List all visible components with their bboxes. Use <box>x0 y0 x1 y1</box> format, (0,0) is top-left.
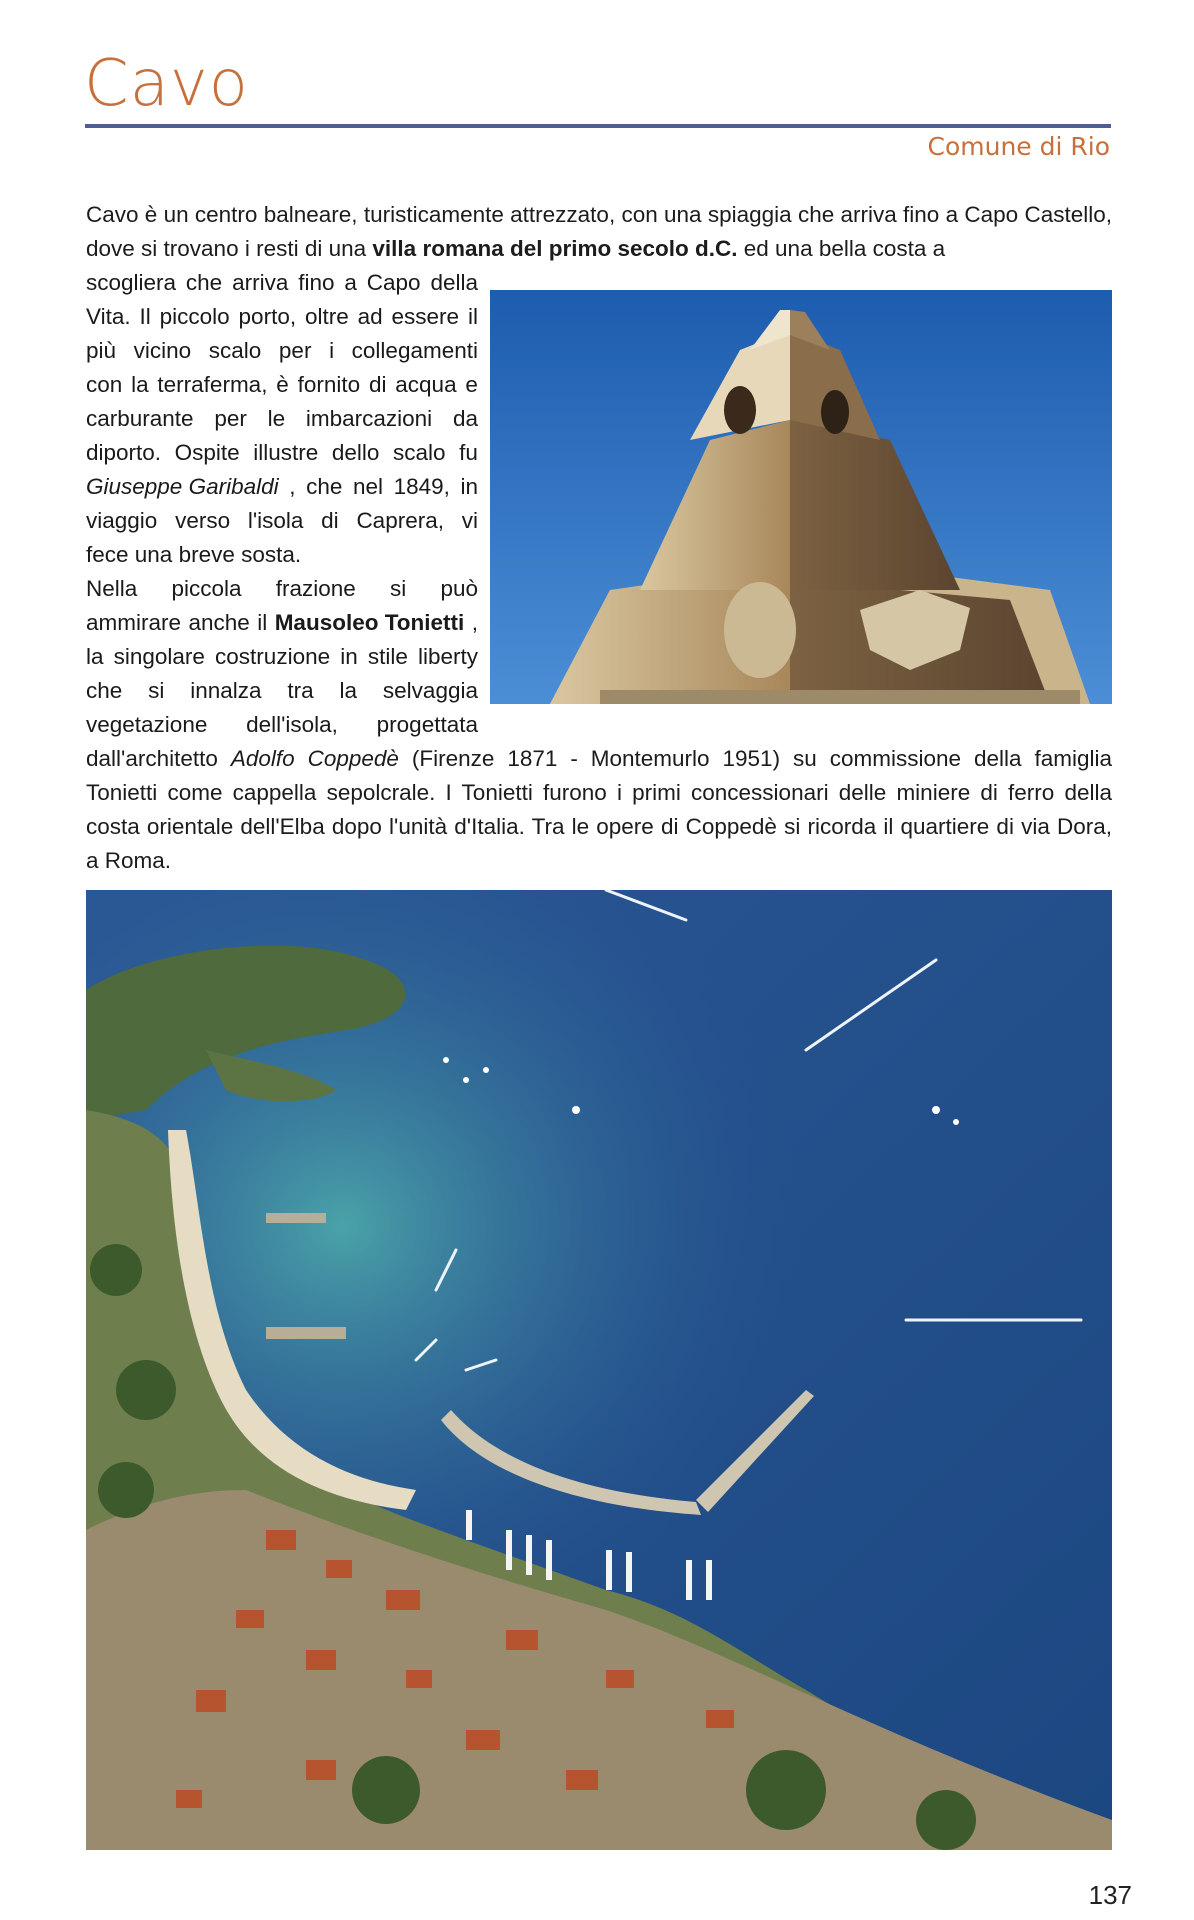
column-line <box>86 572 478 606</box>
column-line-text: scogliera che arriva fino a Capo della <box>86 270 478 295</box>
column-line-text: carburante per le imbarcazioni da <box>86 406 478 431</box>
page-title: Cavo <box>84 47 249 121</box>
mausoleo-photo <box>490 290 1112 704</box>
intro-text-end: ed una bella costa a <box>737 236 946 261</box>
architect-name: Adolfo Coppedè <box>230 746 399 771</box>
mausoleo-illustration <box>490 290 1112 704</box>
column-line-text: viaggio verso l'isola di Caprera, vi <box>86 508 478 533</box>
column-line <box>86 334 478 368</box>
column-line-text: con la terraferma, è fornito di acqua e <box>86 372 478 397</box>
column-line-garibaldi <box>86 470 478 504</box>
column-line <box>86 300 478 334</box>
column-line-text: Giuseppe Garibaldi , che nel 1849, in <box>86 474 478 499</box>
column-line-text: fece una breve sosta. <box>86 542 302 567</box>
intro-text: Cavo è un centro balneare, turisticamente attrezzato, con una spiaggia che arriva fino a Capo Castello, dove si trovano i resti di una <box>86 202 1112 261</box>
column-line <box>86 538 478 572</box>
column-line-mausoleo <box>86 606 478 640</box>
column-line <box>86 266 478 300</box>
main-text: (Firenze 1871 - Montemurlo 1951) su commissione della famiglia Tonietti come cappella sepolcrale. I Tonietti furono i primi concessionari delle miniere di ferro della costa orientale dell'Elba dopo l'unità d'Italia. Tra le opere di Coppedè si ricorda il quartiere di via Dora, a Roma. <box>86 746 1112 873</box>
main-paragraph <box>86 742 1112 878</box>
title-rule <box>85 124 1111 128</box>
column-line <box>86 368 478 402</box>
main-text-start: dall'architetto <box>86 746 231 771</box>
column-line-text: la singolare costruzione in stile liberty <box>86 644 478 669</box>
column-line-text: Vita. Il piccolo porto, oltre ad essere il <box>86 304 478 329</box>
column-line <box>86 402 478 436</box>
column-line <box>86 504 478 538</box>
wrapped-text-column <box>86 266 478 742</box>
column-line <box>86 640 478 674</box>
column-line-text: più vicino scalo per i collegamenti <box>86 338 478 363</box>
column-line-text: diporto. Ospite illustre dello scalo fu <box>86 440 478 465</box>
column-line <box>86 674 478 708</box>
column-line-text: ammirare anche il Mausoleo Tonietti , <box>86 610 478 635</box>
page-subtitle: Comune di Rio <box>927 132 1110 161</box>
aerial-harbour-photo <box>86 890 1112 1850</box>
aerial-illustration <box>86 890 1112 1850</box>
column-line-text: vegetazione dell'isola, progettata <box>86 712 478 737</box>
column-line <box>86 708 478 742</box>
page-number: 137 <box>1088 1880 1132 1910</box>
intro-paragraph <box>86 198 1112 266</box>
intro-bold-text: villa romana del primo secolo d.C. <box>372 236 738 261</box>
column-line-text: che si innalza tra la selvaggia <box>86 678 478 703</box>
column-line-text: Nella piccola frazione si può <box>86 576 478 601</box>
column-line <box>86 436 478 470</box>
